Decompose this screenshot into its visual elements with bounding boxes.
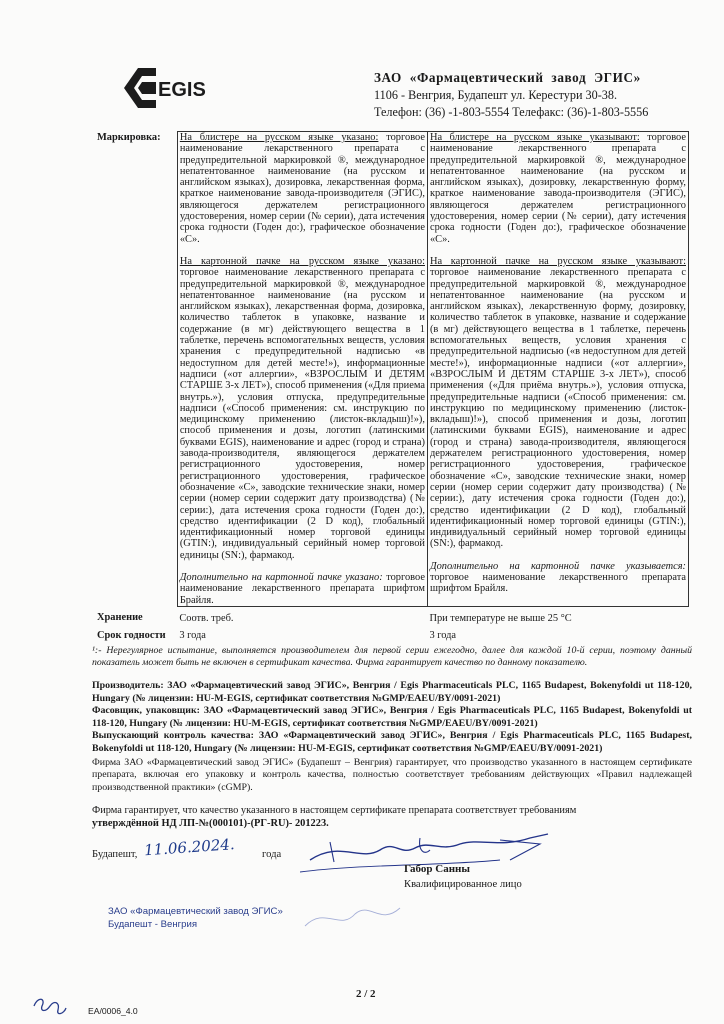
shelf-life-row <box>95 624 689 641</box>
company-address: 1106 - Венгрия, Будапешт ул. Керестури 30-38. <box>374 88 618 102</box>
blister-spec: На блистере на русском языке указано: торговое наименование лекарственного препарата с предупредительной маркировкой ®, международное непатентованное наименование (на русском и английском языках), дозировка, лекарственная форма, краткое наименование завода-производителя (ЭГИС), являющегося держателем регистрационного удостоверения, номер серии (№ серии), дата истечения срока годности (Годен до:), графическое обозначение «С». <box>179 132 425 245</box>
storage-row <box>95 606 689 624</box>
company-header <box>374 70 674 120</box>
handwritten-date <box>138 832 248 862</box>
stamp-line-1: ЗАО «Фармацевтический завод ЭГИС» <box>108 906 283 917</box>
year-label: года <box>262 849 282 860</box>
marking-row <box>95 132 689 607</box>
gmp-guarantee: Фирма ЗАО «Фармацевтический завод ЭГИС» (Будапешт – Венгрия) гарантирует, что производство указанного в настоящем сертификате препарата, включая его упаковку и контроль качества, полностью соответствует требованиям действующих «Правил надлежащей производственной практики» (cGMP). <box>92 757 692 793</box>
braille-result: Дополнительно на картонной пачке указывается: торговое наименование лекарственного препарата шрифтом Брайля. <box>429 560 686 595</box>
signatory-role: Квалифицированное лицо <box>404 879 522 890</box>
egis-logo <box>112 62 222 114</box>
packager-line: Фасовщик, упаковщик: ЗАО «Фармацевтический завод ЭГИС», Венгрия / Egis Pharmaceuticals PLC, 1165 Budapest, Bokenyfoldi ut 118-120, Hungary (№ лицензии: HU-M-EGIS, сертификат соответствия №GMP/EAEU/BY/0091-2021) <box>92 705 692 729</box>
handwritten-date-text: 11.06.2024. <box>143 835 236 860</box>
spec-table <box>95 131 689 641</box>
shelf-life-result: 3 года <box>429 630 457 642</box>
company-phones: Телефон: (36) -1-803-5554 Телефакс: (36)-1-803-5556 <box>374 105 649 119</box>
city-label: Будапешт, <box>92 849 138 860</box>
manufacturer-line: Производитель: ЗАО «Фармацевтический завод ЭГИС», Венгрия / Egis Pharmaceuticals PLC, 1165 Budapest, Bokenyfoldi ut 118-120, Hungary (№ лицензии: HU-M-EGIS, сертификат соответствия №GMP/EAEU/BY/0091-2021) <box>92 680 692 704</box>
storage-label: Хранение <box>97 612 143 624</box>
logo-wordmark: EGIS <box>158 79 206 101</box>
document-code: EA/0006_4.0 <box>88 1006 138 1016</box>
marking-spec-cell <box>177 132 427 607</box>
quality-guarantee-text: Фирма гарантирует, что качество указанного в настоящем сертификате препарата соответствует требованиям <box>92 805 577 816</box>
nd-reference: утверждённой НД ЛП-№(000101)-(РГ-RU)- 201223. <box>92 818 329 829</box>
company-name: ЗАО «Фармацевтический завод ЭГИС» <box>374 70 641 85</box>
storage-spec: Соотв. треб. <box>179 612 234 624</box>
egis-logo-mark <box>112 62 222 114</box>
page-number: 2 / 2 <box>356 988 376 1000</box>
stamp-line-2: Будапешт - Венгрия <box>108 919 198 930</box>
shelf-life-label: Срок годности <box>97 630 166 642</box>
handwritten-initials <box>30 988 70 1018</box>
carton-result: На картонной пачке на русском языке указывают: торговое наименование лекарственного препарата с предупредительной маркировкой ®, международное непатентованное наименование (на русском и английском языках), лекарственную форму, дозировку, количество таблеток в упаковке, название и содержание (в мг) действующего вещества в 1 таблетке, перечень вспомогательных веществ, условия хранения с предупредительной надписью («в недоступном для детей месте!»), информационные надписи («от аллергии», «ВЗРОСЛЫМ И ДЕТЯМ СТАРШЕ 3-х ЛЕТ»), способ применения («Для приёма внутрь.»), условия отпуска, предупредительные надписи («Способ применения: см. инструкцию по медицинскому применению (листок-вкладыш)!»), способ применения и дозы, логотип (латинскими буквами EGIS), наименование и адрес (город и страна) завода-производителя, являющегося держателем регистрационного удостоверения, номер регистрационного удостоверения, графическое обозначение «С», заводские технические знаки, номер серии (номер серии содержит дату производства) (№ серии:), дату истечения срока годности (Годен до:), средство идентификации (2 D код), глобальный идентификационный номер торговой единицы (GTIN:), индивидуальный серийный номер торговой единицы (SN:), фармакод. <box>429 255 686 550</box>
marking-label: Маркировка: <box>97 131 161 143</box>
qc-release-line: Выпускающий контроль качества: ЗАО «Фармацевтический завод ЭГИС», Венгрия / Egis Pharmaceuticals PLC, 1165 Budapest, Bokenyfoldi ut 118-120, Hungary (№ лицензии: HU-M-EGIS, сертификат соответствия №GMP/EAEU/BY/0091-2021) <box>92 730 692 754</box>
production-info <box>92 680 692 756</box>
blister-result: На блистере на русском языке указывают: торговое наименование лекарственного препарата с предупредительной маркировкой ®, международное непатентованное наименование (на русском и английском языках), дозировку, лекарственную форму, краткое наименование завода-производителя (ЭГИС), являющегося держателем регистрационного удостоверения, номер серии (№ серии), дату истечения срока годности (Годен до:), графическое обозначение «С». <box>429 132 686 245</box>
marking-result-cell <box>427 132 688 607</box>
carton-spec: На картонной пачке на русском языке указано: торговое наименование лекарственного препарата с предупредительной маркировкой ®, международное непатентованное наименование (на русском и английском языках), лекарственная форма, дозировка, количество таблеток в упаковке, название и содержание (в мг) действующего вещества в 1 таблетке, перечень вспомогательных веществ, условия хранения с предупредительной надписью «в недоступном для детей месте!»), информационные надписи («от аллергии», «ВЗРОСЛЫМ И ДЕТЯМ СТАРШЕ 3-х ЛЕТ»), способ применения («Для приема внутрь.»), условия отпуска, предупредительные надписи («Способ применения: см. инструкцию по медицинскому применению (листок-вкладыш)!»), способ применения и дозы, логотип (латинскими буквами EGIS), наименование и адрес (город и страна) завода-производителя, являющегося держателем регистрационного удостоверения, номер регистрационного удостоверения, графическое обозначение «С», заводские технические знаки, номер серии (номер серии содержит дату производства) (№ серии:), дата истечения срока годности (Годен до:), средство идентификации (2 D код), глобальный идентификационный номер торговой единицы (GTIN:), индивидуальный серийный номер торговой единицы (SN:), фармакод. <box>179 255 425 561</box>
storage-result: При температуре не выше 25 °С <box>429 612 572 624</box>
shelf-life-spec: 3 года <box>179 630 206 642</box>
signatory-name: Габор Санны <box>404 863 470 875</box>
footnote: ¹:- Нерегулярное испытание, выполняется производителем для первой серии ежегодно, далее для каждой 10-й серии, поэтому данный показатель может быть не включен в сертификат качества. Фирма гарантирует качество по данному показателю. <box>92 645 692 668</box>
company-stamp <box>108 905 283 931</box>
braille-spec: Дополнительно на картонной пачке указано: торговое наименование лекарственного препарата шрифтом Брайля. <box>179 571 425 606</box>
stamp-signature <box>300 896 410 936</box>
